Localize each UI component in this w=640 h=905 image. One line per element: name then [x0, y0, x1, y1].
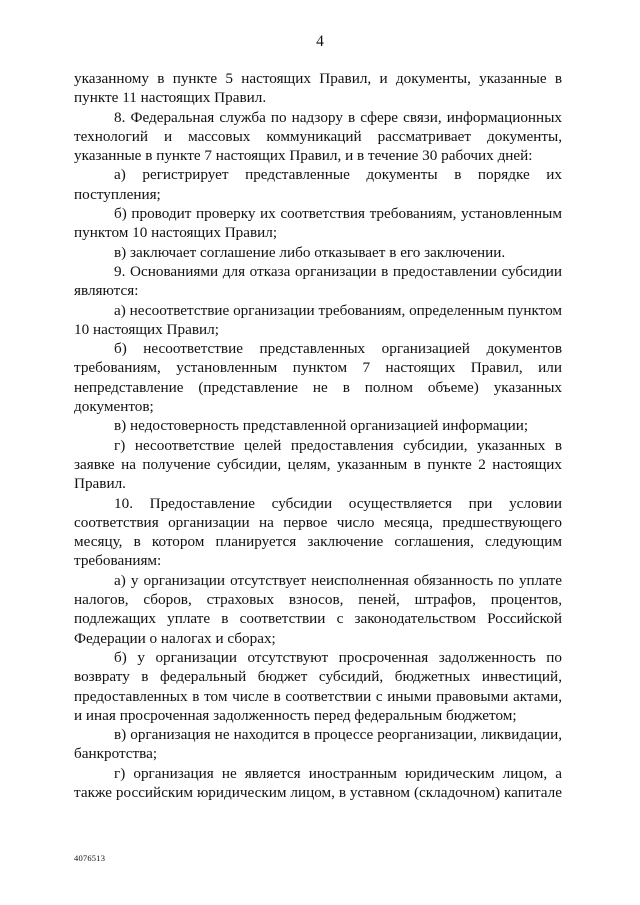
paragraph-continuation: указанному в пункте 5 настоящих Правил, и документы, указанные в пункте 11 настоящих Правил. [74, 70, 562, 107]
clause-9-item-g: г) несоответствие целей предоставления субсидии, указанных в заявке на получение субсидии, целям, указанным в пункте 2 настоящих Правил. [74, 436, 562, 493]
clause-10-item-v: в) организация не находится в процессе реорганизации, ликвидации, банкротства; [74, 726, 562, 763]
document-code: 4076513 [74, 853, 106, 863]
clause-8-item-v: в) заключает соглашение либо отказывает в его заключении. [114, 243, 506, 261]
page-number: 4 [316, 33, 324, 50]
clause-10: 10. Предоставление субсидии осуществляется при условии соответствия организации на первое число месяца, предшествующего месяцу, в котором планируется заключение соглашения, следующим требованиям: [74, 494, 562, 570]
clause-10-item-g: г) организация не является иностранным юридическим лицом, а также российским юридическим лицом, в уставном (складочном) капитале [74, 764, 562, 801]
clause-9-item-v: в) недостоверность представленной организацией информации; [114, 417, 529, 435]
clause-8: 8. Федеральная служба по надзору в сфере связи, информационных технологий и массовых коммуникаций рассматривает документы, указанные в пункте 7 настоящих Правил, и в течение 30 рабочих дней: [74, 108, 562, 165]
clause-9-item-a: а) несоответствие организации требованиям, определенным пунктом 10 настоящих Правил; [74, 301, 562, 338]
clause-8-item-a: а) регистрирует представленные документы в порядке их поступления; [74, 166, 562, 203]
clause-9-item-b: б) несоответствие представленных организацией документов требованиям, установленным пунктом 7 настоящих Правил, или непредставление (представление не в полном объеме) указанных документов; [74, 340, 562, 416]
clause-8-item-b: б) проводит проверку их соответствия требованиям, установленным пунктом 10 настоящих Правил; [74, 205, 562, 242]
clause-10-item-a: а) у организации отсутствует неисполненная обязанность по уплате налогов, сборов, страховых взносов, пеней, штрафов, процентов, подлежащих уплате в соответствии с законодательством Российской Федерации о налогах и сборах; [74, 571, 562, 647]
clause-10-item-b: б) у организации отсутствуют просроченная задолженность по возврату в федеральный бюджет субсидий, бюджетных инвестиций, предоставленных в том числе в соответствии с иными правовыми актами, и иная просроченная задолженность перед федеральным бюджетом; [74, 648, 562, 724]
clause-9: 9. Основаниями для отказа организации в предоставлении субсидии являются: [74, 262, 562, 300]
document-body [74, 69, 562, 802]
